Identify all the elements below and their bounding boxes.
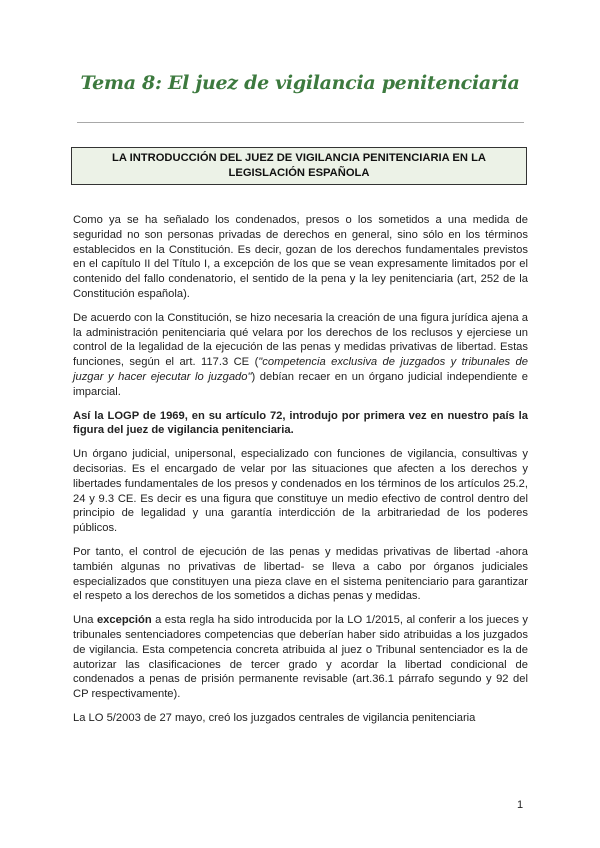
paragraph-6-bold: excepción	[96, 614, 152, 627]
paragraph-1: Como ya se ha señalado los condenados, presos o los sometidos a una medida de seguridad no son personas privadas de derechos en general, sino sólo en los términos establecidos en la Constitución. Es decir, gozan de los derechos fundamentales previstos en el capítulo II del Título I, a excepción de los que se vean expresamente limitados por el contenido del fallo condenatorio, el sentido de la pena y la ley penitenciaria (art, 252 de la Constitución española).	[73, 214, 528, 300]
paragraph-5: Por tanto, el control de ejecución de las penas y medidas privativas de libertad -ahora también algunas no privativas de libertad- se lleva a cabo por órganos judiciales especializados que constituyen una pieza clave en el sistema penitenciario para garantizar el respeto a los derechos de los sometidos a dichas penas y medidas.	[73, 545, 528, 603]
paragraph-2-quote: "competencia exclusiva de juzgados y tribunales de juzgar y hacer ejecutar lo juzgado"	[73, 356, 528, 383]
paragraph-4: Un órgano judicial, unipersonal, especializado con funciones de vigilancia, consultivas y decisorias. Es el encargado de velar por las situaciones que afecten a los derechos y libertades fundamentales de los presos y condenados en los términos de los artículos 25.2, 24 y 9.3 CE. Es decir es una figura que constituye un medio efectivo de control dentro del principio de legalidad y una garantía interdicción de la arbitrariedad de los poderes públicos.	[73, 448, 528, 535]
paragraph-2-text-b: ) debían recaer en un órgano judicial independiente e imparcial.	[73, 370, 528, 398]
page-title: Tema 8: El juez de vigilancia penitenciaria	[80, 72, 520, 94]
paragraph-3-bold: Así la LOGP de 1969, en su artículo 72, introdujo por primera vez en nuestro país la figura del juez de vigilancia penitenciaria.	[73, 409, 528, 437]
section-heading-box	[71, 147, 527, 185]
paragraph-2	[73, 311, 528, 400]
page-number: 1	[517, 799, 524, 811]
title-divider	[77, 122, 524, 123]
paragraph-7: La LO 5/2003 de 27 mayo, creó los juzgados centrales de vigilancia penitenciaria	[73, 711, 476, 724]
paragraph-6-text-a: Una	[73, 614, 97, 627]
document-body	[73, 213, 528, 735]
paragraph-2-text-a: De acuerdo con la Constitución, se hizo necesaria la creación de una figura jurídica ajena a la administración penitenciaria qué velara por los derechos de los reclusos y ejerciese un control de la legalidad de la ejecución de las penas y medidas privativas de libertad. Estas funciones, según el art. 117.3 CE (	[73, 311, 528, 369]
section-heading: LA INTRODUCCIÓN DEL JUEZ DE VIGILANCIA PENITENCIARIA EN LA LEGISLACIÓN ESPAÑOLA	[112, 152, 486, 179]
paragraph-6-text-b: a esta regla ha sido introducida por la LO 1/2015, al conferir a los jueces y tribunales sentenciadores competencias que deberían haber sido atribuidas a los juzgados de vigilancia. Esta competencia concreta atribuida al juez o Tribunal sentenciador es la de autorizar las clasificaciones de tercer grado y acordar la libertad condicional de condenados a penas de prisión permanente revisable (art.36.1 párrafo segundo y 92 del CP respectivamente).	[73, 614, 528, 701]
paragraph-6	[73, 613, 528, 702]
